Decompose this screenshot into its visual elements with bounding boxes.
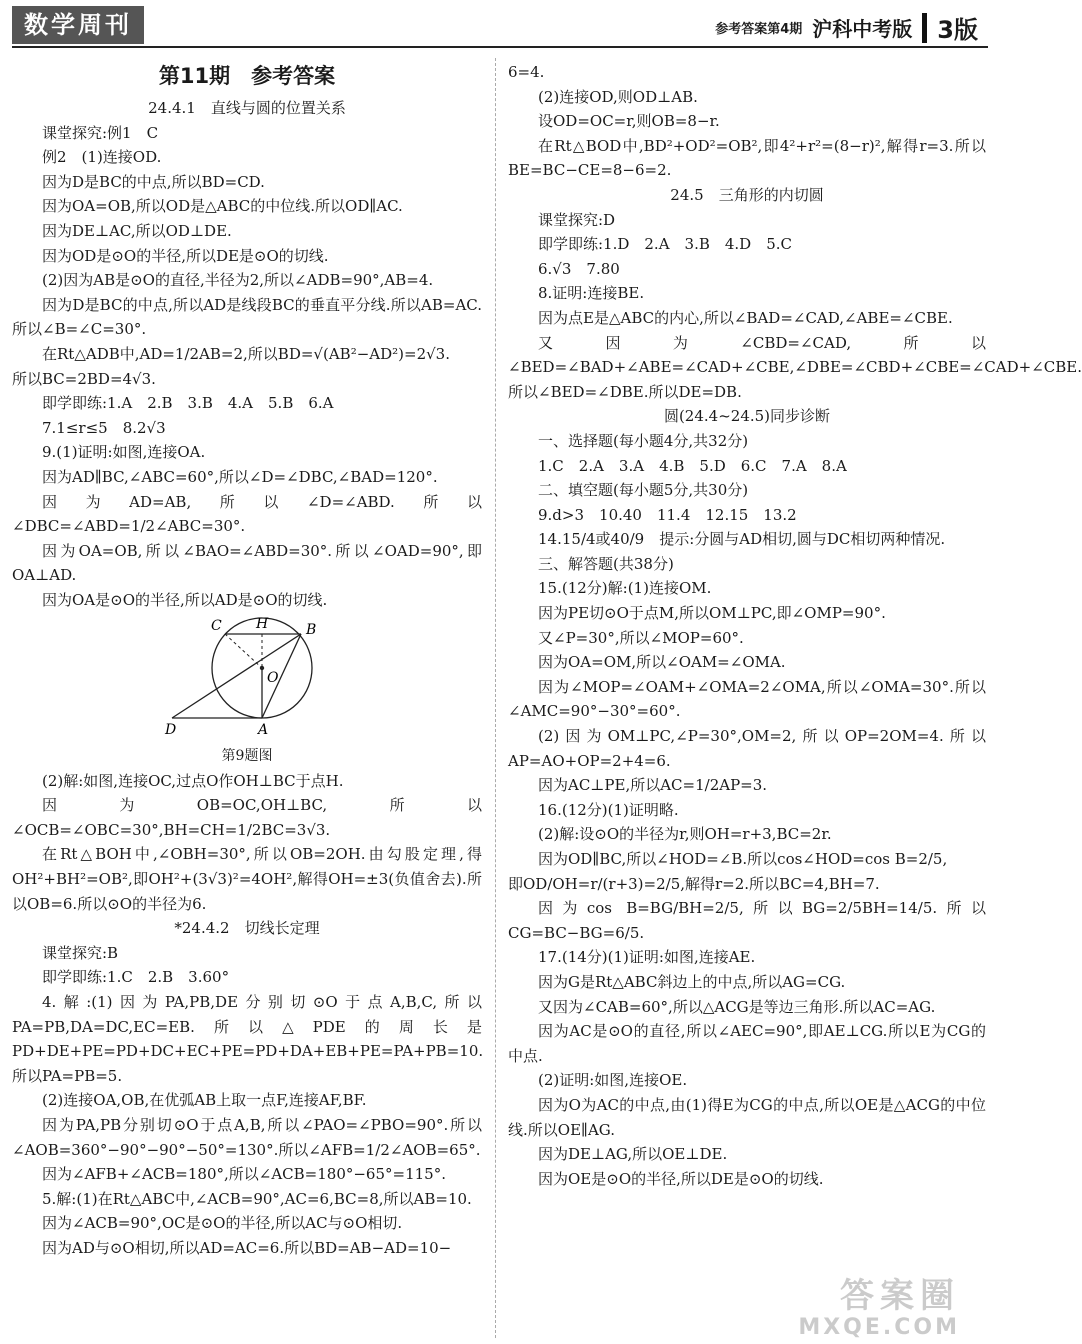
text-line: 因为AC⊥PE,所以AC=1/2AP=3. <box>538 776 768 795</box>
text-line: 因为DE⊥AG,所以OE⊥DE. <box>538 1145 728 1164</box>
text-line: 因为G是Rt△ABC斜边上的中点,所以AG=CG. <box>538 972 846 991</box>
text-line: 9.(1)证明:如图,连接OA. <box>42 443 206 462</box>
watermark-text: 答案圈 <box>840 1276 960 1317</box>
text-line: 6.√3 7.80 <box>538 259 620 278</box>
text-line: 因为D是BC的中点,所以AD是线段BC的垂直平分线.所以AB=AC.所以∠B=∠C=30°. <box>12 295 482 339</box>
text-line: 在Rt△BOH中,∠OBH=30°,所以OB=2OH.由勾股定理,得OH²+BH²=OB²,即OH²+(3√3)²=4OH²,解得OH=±3(负值舍去).所以OB=6.所以⊙O的半径为6. <box>12 845 482 913</box>
text-line: 即OD/OH=r/(r+3)=2/5,解得r=2.所以BC=4,BH=7. <box>508 874 880 893</box>
text-line: 8.证明:连接BE. <box>538 284 645 303</box>
text-line: 因为OA=OB,所以OD是△ABC的中位线.所以OD∥AC. <box>42 197 403 216</box>
text-line: 因为AD与⊙O相切,所以AD=AC=6.所以BD=AB−AD=10− <box>42 1238 452 1257</box>
label-h: H <box>256 616 269 633</box>
text-line: 课堂探究:B <box>42 943 119 962</box>
text-line: (2)解:设⊙O的半径为r,则OH=r+3,BC=2r. <box>538 825 832 844</box>
text-line: (2)因为AB是⊙O的直径,半径为2,所以∠ADB=90°,AB=4. <box>42 271 434 290</box>
text-line: 7.1≤r≤5 8.2√3 <box>42 418 166 437</box>
text-line: (2)解:如图,连接OC,过点O作OH⊥BC于点H. <box>42 771 344 790</box>
text-line: (2)证明:如图,连接OE. <box>538 1071 688 1090</box>
text-line: 因为PE切⊙O于点M,所以OM⊥PC,即∠OMP=90°. <box>538 604 886 623</box>
text-line: 因为OA=OM,所以∠OAM=∠OMA. <box>538 653 786 672</box>
text-line: 17.(14分)(1)证明:如图,连接AE. <box>538 948 756 967</box>
text-line: 因为OE是⊙O的半径,所以DE是⊙O的切线. <box>538 1169 824 1188</box>
text-line: 在Rt△BOD中,BD²+OD²=OB²,即4²+r²=(8−r)²,解得r=3.所以BE=BC−CE=8−6=2. <box>508 136 986 180</box>
text-line: 因为AC是⊙O的直径,所以∠AEC=90°,即AE⊥CG.所以E为CG的中点. <box>508 1022 986 1065</box>
label-c: C <box>211 618 222 635</box>
text-line: 因为OD是⊙O的半径,所以DE是⊙O的切线. <box>42 246 329 265</box>
text-line: 一、选择题(每小题4分,共32分) <box>538 431 749 450</box>
figure-9 <box>12 616 482 744</box>
text-line: 9.d>3 10.40 11.4 12.15 13.2 <box>538 505 797 524</box>
text-line: 又∠P=30°,所以∠MOP=60°. <box>538 628 744 647</box>
text-line: 16.(12分)(1)证明略. <box>538 800 679 819</box>
issue-title: 第11期 参考答案 <box>158 64 336 88</box>
text-line: 三、解答题(共38分) <box>538 554 674 573</box>
text-line: 即学即练:1.D 2.A 3.B 4.D 5.C <box>538 235 792 254</box>
left-text-block-2 <box>12 769 482 1261</box>
text-line: 课堂探究:例1 C <box>42 123 159 142</box>
watermark-logo <box>798 1278 960 1340</box>
text-line: 课堂探究:D <box>538 210 616 229</box>
text-line: 因为OB=OC,OH⊥BC,所以∠OCB=∠OBC=30°,BH=CH=1/2BC=3√3. <box>12 796 482 839</box>
label-a: A <box>258 722 269 739</box>
text-line: 即学即练:1.A 2.B 3.B 4.A 5.B 6.A <box>42 394 334 413</box>
text-line: (2)连接OA,OB,在优弧AB上取一点F,连接AF,BF. <box>42 1091 367 1110</box>
header-bar <box>922 13 927 43</box>
figure-caption: 第9题图 <box>221 748 273 765</box>
header-info <box>715 10 978 45</box>
text-line: 即学即练:1.C 2.B 3.60° <box>42 968 230 987</box>
text-line: 因为OA=OB,所以∠BAO=∠ABD=30°.所以∠OAD=90°,即OA⊥AD. <box>12 541 482 585</box>
text-line: 因为∠ACB=90°,OC是⊙O的半径,所以AC与⊙O相切. <box>42 1214 403 1233</box>
text-line: 因为AD=AB,所以∠D=∠ABD.所以∠DBC=∠ABD=1/2∠ABC=30°. <box>12 492 482 536</box>
text-line: 因为∠MOP=∠OAM+∠OMA=2∠OMA,所以∠OMA=30°.所以∠AMC=90°−30°=60°. <box>508 677 986 721</box>
point-o <box>260 666 264 670</box>
text-line: 二、填空题(每小题5分,共30分) <box>538 481 749 500</box>
text-line: 因为OA是⊙O的半径,所以AD是⊙O的切线. <box>42 590 328 609</box>
edition-label: 沪科中考版 <box>812 17 913 41</box>
text-line: 又因为∠CAB=60°,所以△ACG是等边三角形.所以AC=AG. <box>538 997 936 1016</box>
text-line: 因为∠AFB+∠ACB=180°,所以∠ACB=180°−65°=115°. <box>42 1165 446 1184</box>
text-line: (2)连接OD,则OD⊥AB. <box>538 87 698 106</box>
page-number: 3版 <box>937 16 978 44</box>
geometry-figure <box>127 616 367 739</box>
right-column <box>508 60 1082 1191</box>
section-heading: 圆(24.4~24.5)同步诊断 <box>663 407 831 426</box>
text-line: 因为DE⊥AC,所以OD⊥DE. <box>42 221 232 240</box>
text-line: 例2 (1)连接OD. <box>42 148 162 167</box>
text-line: 又因为∠CBD=∠CAD,所以∠BED=∠BAD+∠ABE=∠CAD+∠CBE,∠DBE=∠CBD+∠CBE=∠CAD+∠CBE.所以∠BED=∠DBE.所以DE=DB. <box>508 333 1082 401</box>
text-line: (2)因为OM⊥PC,∠P=30°,OM=2,所以OP=2OM=4.所以AP=AO+OP=2+4=6. <box>508 727 986 770</box>
text-line: 设OD=OC=r,则OB=8−r. <box>538 112 720 131</box>
right-text-block <box>508 60 1082 1191</box>
label-d: D <box>165 722 177 739</box>
text-line: 14.15/4或40/9 提示:分圆与AD相切,圆与DC相切两种情况. <box>538 530 946 549</box>
section-heading: 24.4.1 直线与圆的位置关系 <box>148 99 346 117</box>
watermark-url: MXQE.COM <box>798 1314 960 1340</box>
left-column <box>12 60 482 1261</box>
text-line: 因为PA,PB分别切⊙O于点A,B,所以∠PAO=∠PBO=90°.所以∠AOB=360°−90°−90°−50°=130°.所以∠AFB=1/2∠AOB=65°. <box>12 1115 482 1159</box>
text-line: 4.解:(1)因为PA,PB,DE分别切⊙O于点A,B,C,所以PA=PB,DA=DC,EC=EB.所以△PDE的周长是PD+DE+PE=PD+DC+EC+PE=PD+DA+EB+PE=PA+PB=10.所以PA=PB=5. <box>12 993 484 1085</box>
text-line: 在Rt△ADB中,AD=1/2AB=2,所以BD=√(AB²−AD²)=2√3. <box>42 344 450 363</box>
column-divider <box>495 58 496 1338</box>
text-line: 5.解:(1)在Rt△ABC中,∠ACB=90°,AC=6,BC=8,所以AB=10. <box>42 1189 472 1208</box>
text-line: 因为点E是△ABC的内心,所以∠BAD=∠CAD,∠ABE=∠CBE. <box>538 308 953 327</box>
text-line: 因为O为AC的中点,由(1)得E为CG的中点,所以OE是△ACG的中位线.所以OE∥AG. <box>508 1095 986 1139</box>
brand-logo: 数学周刊 <box>12 6 144 44</box>
header-rule <box>12 46 988 48</box>
page-header <box>0 0 1000 50</box>
section-heading: 24.5 三角形的内切圆 <box>670 185 824 204</box>
text-line: 因为AD∥BC,∠ABC=60°,所以∠D=∠DBC,∠BAD=120°. <box>42 467 438 486</box>
text-line: 15.(12分)解:(1)连接OM. <box>538 579 712 598</box>
text-line: 因为cos B=BG/BH=2/5,所以BG=2/5BH=14/5.所以CG=BC−BG=6/5. <box>508 899 986 942</box>
text-line: 1.C 2.A 3.A 4.B 5.D 6.C 7.A 8.A <box>538 456 847 475</box>
left-text-block <box>12 96 482 612</box>
label-o: O <box>267 670 279 687</box>
section-heading: *24.4.2 切线长定理 <box>174 919 320 938</box>
text-line: 6=4. <box>508 63 545 81</box>
label-b: B <box>306 622 317 639</box>
text-line: 因为OD∥BC,所以∠HOD=∠B.所以cos∠HOD=cos B=2/5, <box>538 850 948 868</box>
text-line: 因为D是BC的中点,所以BD=CD. <box>42 172 265 191</box>
text-line: 所以BC=2BD=4√3. <box>12 369 156 388</box>
issue-label: 参考答案第4期 <box>715 22 803 37</box>
